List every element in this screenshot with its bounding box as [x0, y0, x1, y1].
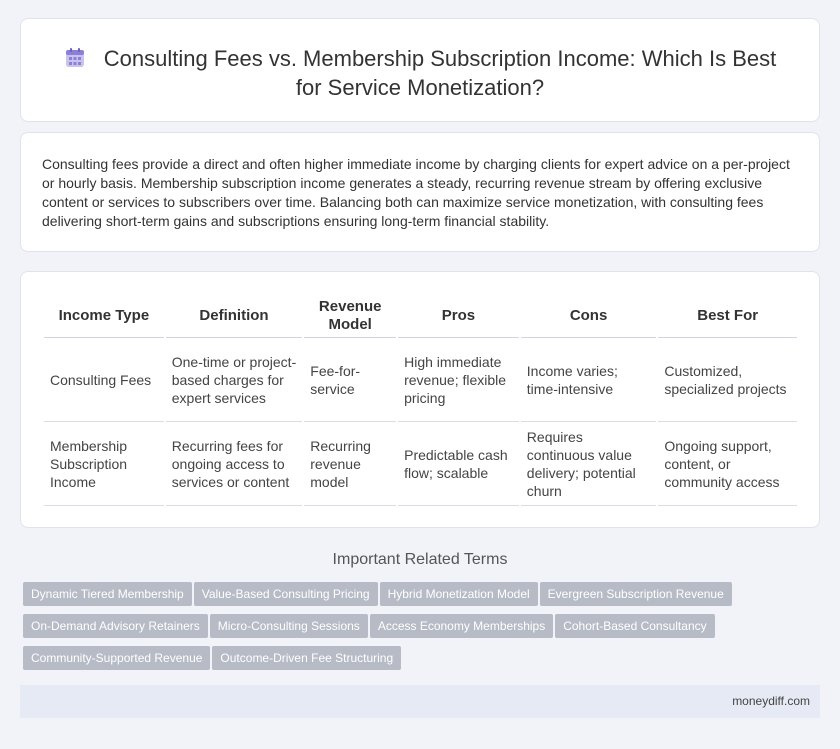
table-row — [44, 338, 797, 422]
table-cell: One-time or project-based charges for expert services — [166, 338, 303, 422]
footer-site-link[interactable]: moneydiff.com — [732, 694, 810, 708]
table-cell: Customized, specialized projects — [658, 338, 797, 422]
intro-card — [20, 132, 820, 252]
table-header-cell: Pros — [398, 294, 519, 338]
related-term-tag[interactable]: Value-Based Consulting Pricing — [194, 582, 378, 606]
footer — [20, 685, 820, 718]
table-header-cell: Cons — [521, 294, 657, 338]
table-row — [44, 422, 797, 506]
page-title-text: Consulting Fees vs. Membership Subscription Income: Which Is Best for Service Monetization? — [103, 46, 777, 100]
related-term-tag[interactable]: Dynamic Tiered Membership — [23, 582, 192, 606]
page-title — [21, 44, 819, 102]
title-card — [20, 18, 820, 122]
comparison-table-card — [20, 271, 820, 528]
table-header-row — [44, 294, 797, 338]
table-header-cell: Best For — [658, 294, 797, 338]
related-term-tag[interactable]: Community-Supported Revenue — [23, 646, 210, 670]
related-term-tag[interactable]: Cohort-Based Consultancy — [555, 614, 714, 638]
related-term-tag[interactable]: On-Demand Advisory Retainers — [23, 614, 208, 638]
table-cell: Ongoing support, content, or community access — [658, 422, 797, 506]
related-terms-tags — [23, 582, 823, 678]
calendar-icon — [64, 47, 86, 69]
table-cell: Fee-for-service — [304, 338, 396, 422]
table-cell: Predictable cash flow; scalable — [398, 422, 519, 506]
related-term-tag[interactable]: Outcome-Driven Fee Structuring — [212, 646, 401, 670]
related-term-tag[interactable]: Evergreen Subscription Revenue — [540, 582, 732, 606]
related-terms-title: Important Related Terms — [332, 551, 508, 568]
table-cell: Recurring revenue model — [304, 422, 396, 506]
table-cell: Requires continuous value delivery; potential churn — [521, 422, 657, 506]
table-header-cell: Definition — [166, 294, 303, 338]
table-cell: Consulting Fees — [44, 338, 164, 422]
table-cell: Income varies; time-intensive — [521, 338, 657, 422]
intro-paragraph: Consulting fees provide a direct and often higher immediate income by charging clients for expert advice on a per-project or hourly basis. Membership subscription income generates a steady, recurring revenue stream by offering exclusive content or services to subscribers over time. Balancing both can maximize service monetization, with consulting fees delivering short-term gains and subscriptions ensuring long-term financial stability. — [42, 156, 790, 229]
table-cell: Recurring fees for ongoing access to services or content — [166, 422, 303, 506]
table-header-cell: Revenue Model — [304, 294, 396, 338]
table-cell: High immediate revenue; flexible pricing — [398, 338, 519, 422]
comparison-table — [42, 294, 799, 506]
table-header-cell: Income Type — [44, 294, 164, 338]
related-term-tag[interactable]: Hybrid Monetization Model — [380, 582, 538, 606]
related-term-tag[interactable]: Access Economy Memberships — [370, 614, 553, 638]
table-cell: Membership Subscription Income — [44, 422, 164, 506]
related-term-tag[interactable]: Micro-Consulting Sessions — [210, 614, 368, 638]
